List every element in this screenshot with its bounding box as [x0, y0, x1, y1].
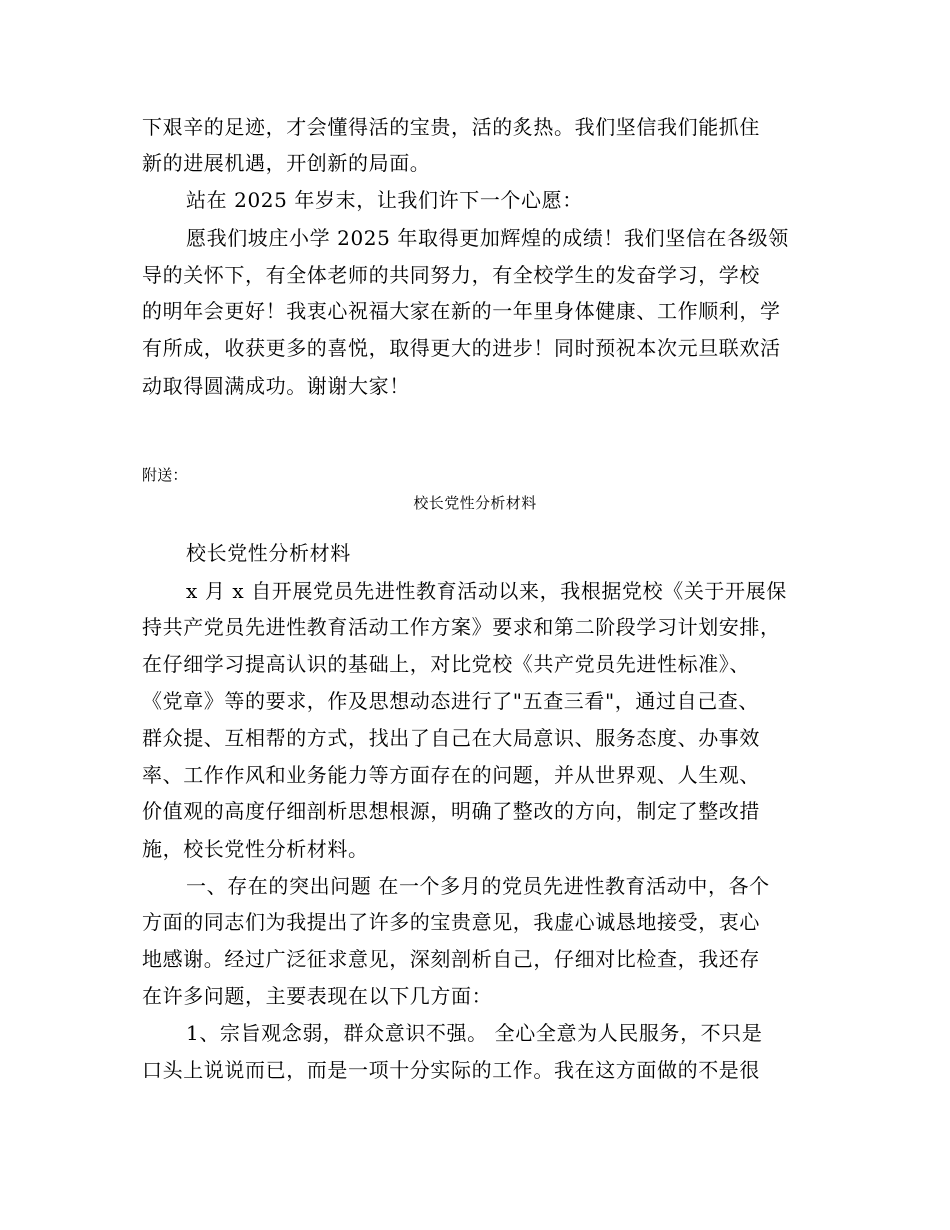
text-line: 在许多问题，主要表现在以下几方面： — [142, 984, 493, 1008]
text-line: 在仔细学习提高认识的基础上，对比党校《共产党员先进性标准》、 — [142, 652, 750, 676]
text-line: 《党章》等的要求，作及思想动态进行了"五查三看"，通过自己查、 — [142, 689, 759, 713]
appendix-title: 校长党性分析材料 — [413, 494, 537, 512]
text-line: 导的关怀下，有全体老师的共同努力，有全校学生的发奋学习，学校 — [142, 263, 760, 287]
text-line: x 月 x 自开展党员先进性教育活动以来，我根据党校《关于开展保 — [186, 579, 787, 603]
text-line: 有所成，收获更多的喜悦，取得更大的进步！同时预祝本次元旦联欢活 — [142, 336, 781, 360]
text-line: 施，校长党性分析材料。 — [142, 837, 369, 861]
appendix-label: 附送： — [142, 466, 188, 484]
text-line: 愿我们坡庄小学 2025 年取得更加辉煌的成绩！我们坚信在各级领 — [186, 226, 789, 250]
text-line: 站在 2025 年岁末，让我们许下一个心愿： — [186, 188, 583, 212]
text-line: 方面的同志们为我提出了许多的宝贵意见，我虚心诚恳地接受，衷心 — [142, 910, 760, 934]
text-line: 持共产党员先进性教育活动工作方案》要求和第二阶段学习计划安排， — [142, 615, 781, 639]
text-line: 新的进展机遇，开创新的局面。 — [142, 151, 431, 175]
text-line: 一、存在的突出问题 在一个多月的党员先进性教育活动中，各个 — [186, 874, 770, 898]
text-line: 口头上说说而已，而是一项十分实际的工作。我在这方面做的不是很 — [142, 1058, 760, 1082]
section-heading: 校长党性分析材料 — [186, 541, 351, 565]
text-line: 率、工作作风和业务能力等方面存在的问题，并从世界观、人生观、 — [142, 763, 760, 787]
text-line: 1、宗旨观念弱，群众意识不强。 全心全意为人民服务，不只是 — [186, 1021, 763, 1045]
text-line: 群众提、互相帮的方式，找出了自己在大局意识、服务态度、办事效 — [142, 726, 760, 750]
text-line: 的明年会更好！我衷心祝福大家在新的一年里身体健康、工作顺利，学 — [142, 299, 781, 323]
text-line: 价值观的高度仔细剖析思想根源，明确了整改的方向，制定了整改措 — [142, 799, 760, 823]
text-line: 动取得圆满成功。谢谢大家！ — [142, 374, 410, 398]
text-line: 下艰辛的足迹，才会懂得活的宝贵，活的炙热。我们坚信我们能抓住 — [142, 115, 760, 139]
text-line: 地感谢。经过广泛征求意见，深刻剖析自己，仔细对比检查，我还存 — [142, 947, 760, 971]
